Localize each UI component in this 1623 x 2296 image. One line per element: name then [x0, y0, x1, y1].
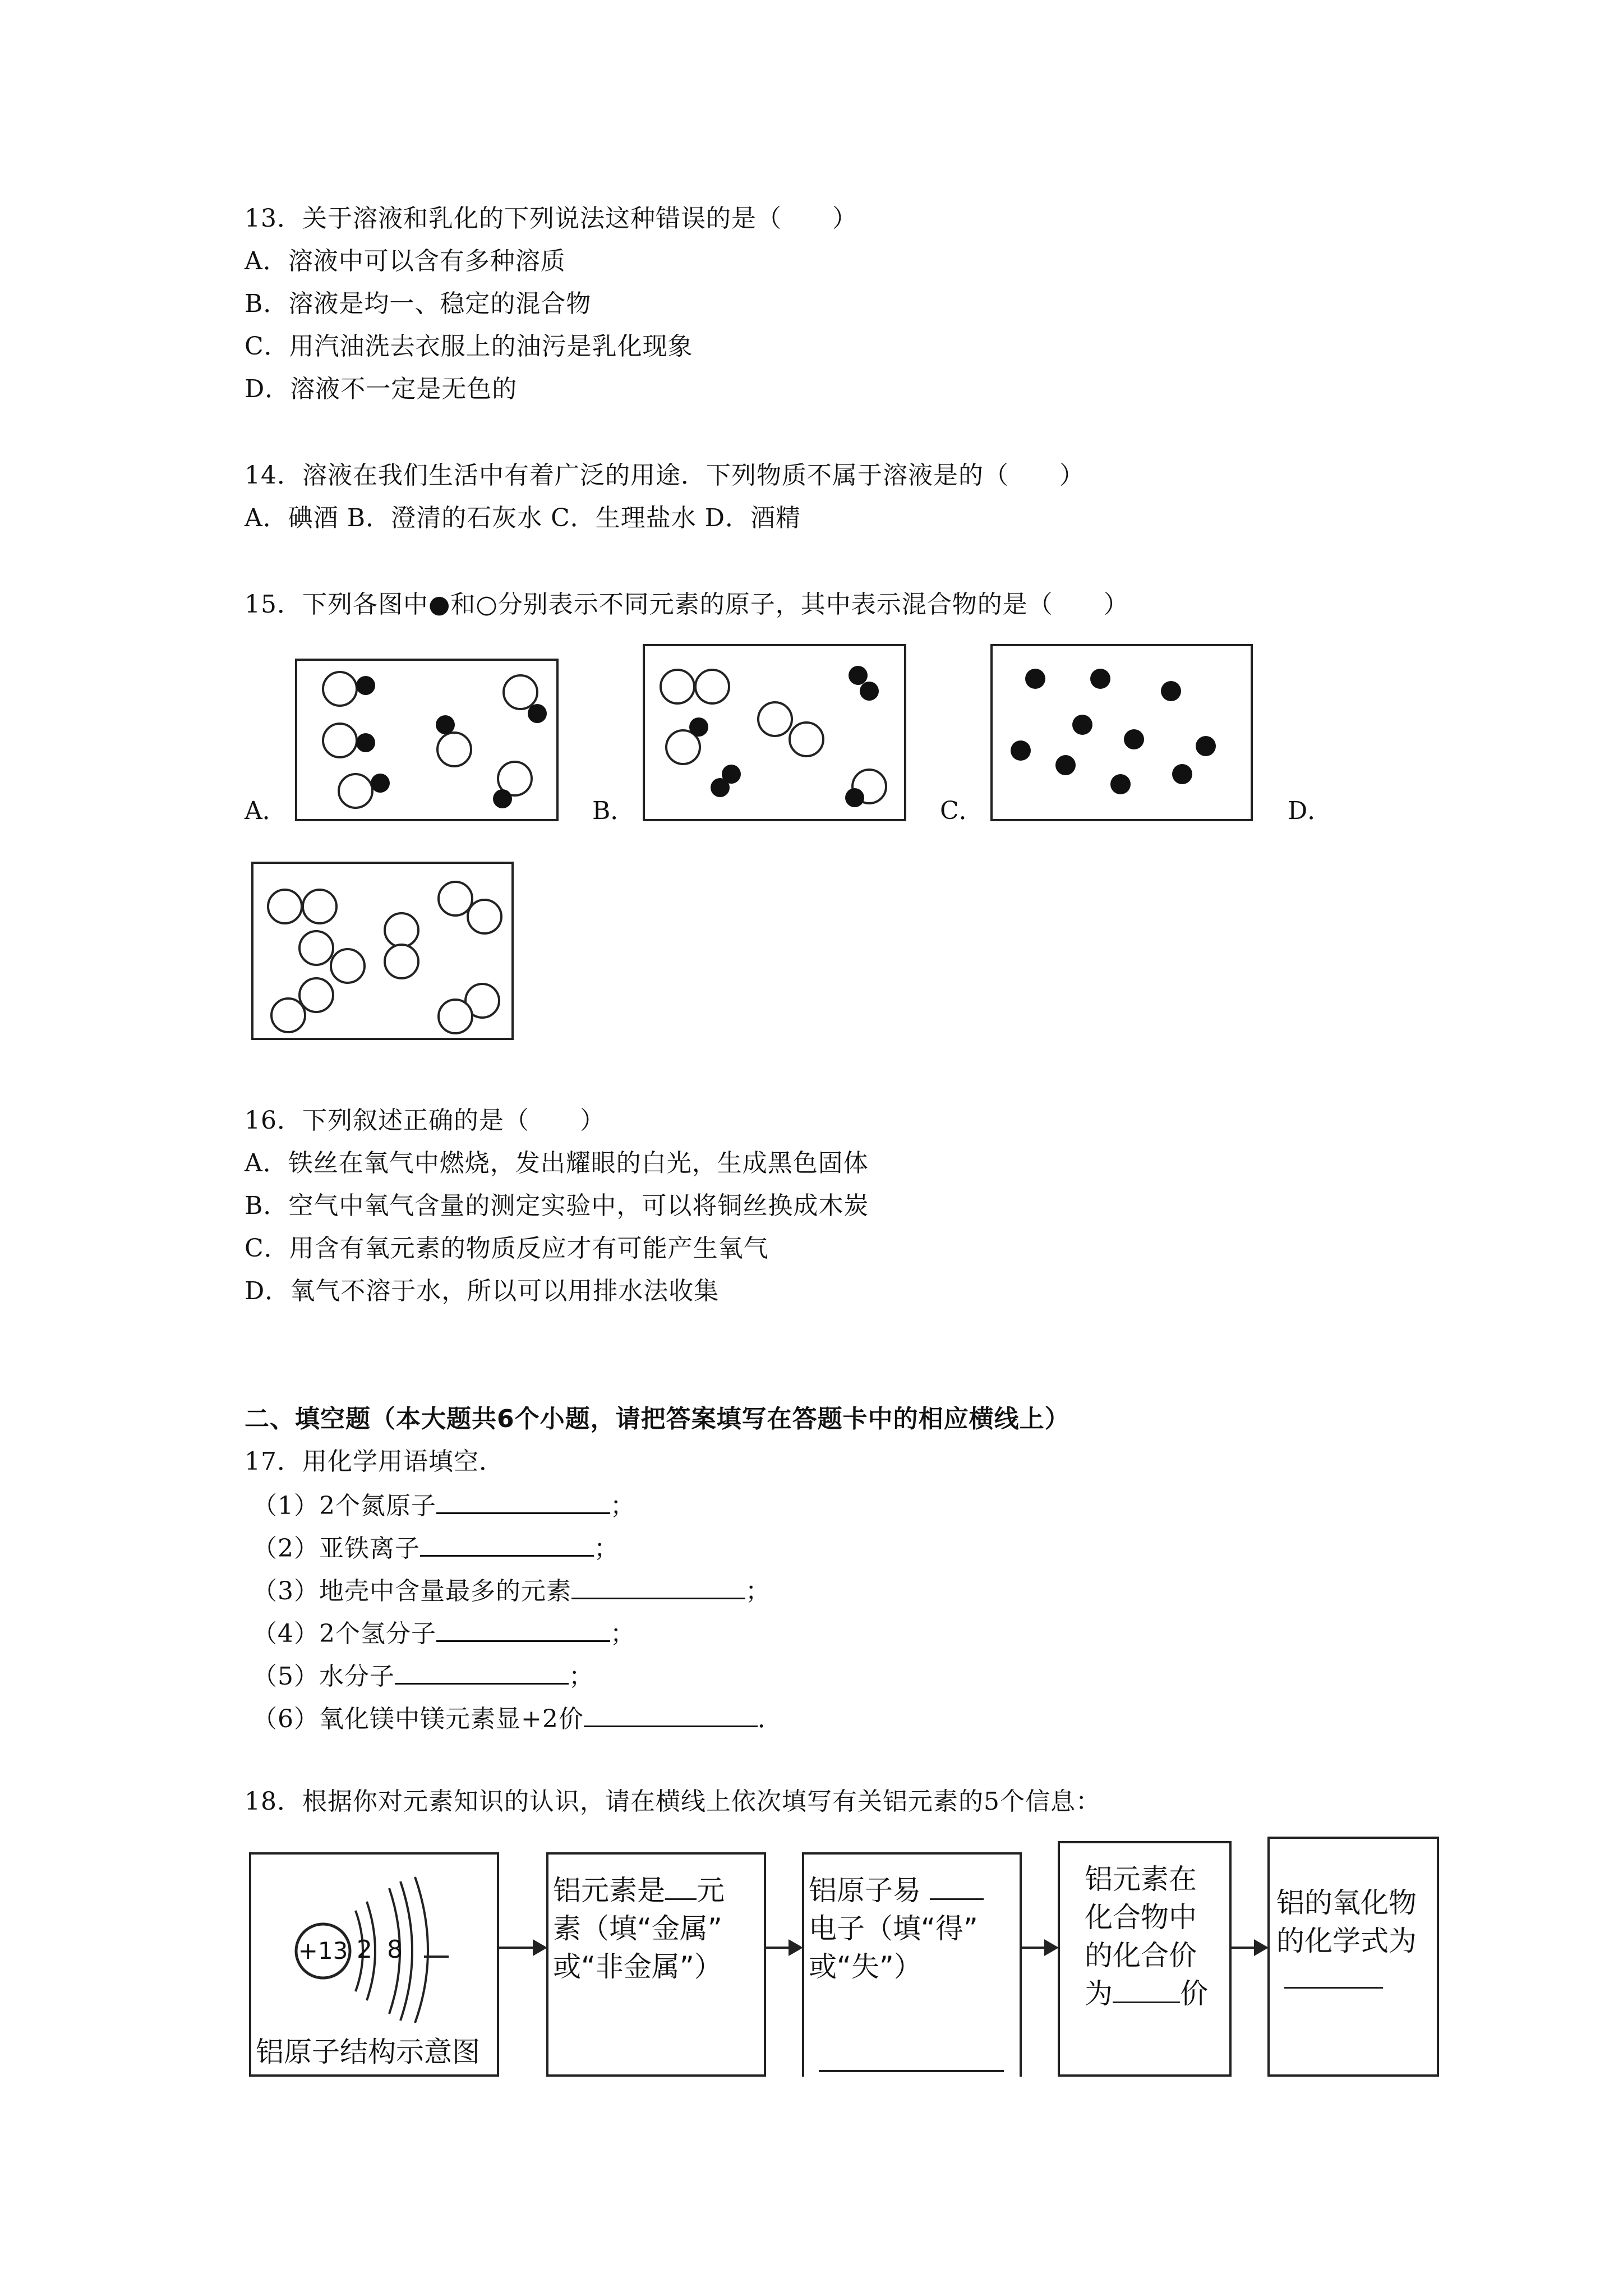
section-2-title: 二、填空题（本大题共6个小题，请把答案填写在答题卡中的相应横线上）: [245, 1405, 1070, 1433]
q15-label-c: C．: [940, 797, 984, 825]
q17-answer-blank-2[interactable]: [420, 1530, 594, 1557]
q18-atom-structure-box: [249, 1852, 499, 2077]
q18-box4-line1: 铝元素在: [1085, 1863, 1197, 1895]
q18-box5-line1: 铝的氧化物: [1276, 1887, 1417, 1919]
q15-label-a: A．: [245, 797, 287, 825]
q17-item-1: [252, 1488, 635, 1523]
q17-item-3-end: ；: [745, 1577, 771, 1605]
q18-formula-box: [1267, 1837, 1439, 2077]
q13-option-a: A．溶液中可以含有多种溶质: [245, 247, 566, 275]
q17-answer-blank-3[interactable]: [571, 1573, 745, 1599]
q13-stem: 13．关于溶液和乳化的下列说法这种错误的是（ ）: [245, 204, 857, 233]
q17-item-4-text: （4）2个氢分子: [252, 1619, 436, 1648]
q15-label-d: D．: [1288, 797, 1332, 825]
q13-option-d: D．溶液不一定是无色的: [245, 375, 518, 403]
q17-item-6-end: ．: [757, 1705, 783, 1733]
q17-item-4-end: ；: [610, 1619, 635, 1648]
q17-item-2-end: ；: [594, 1534, 619, 1563]
q17-item-5: [252, 1658, 594, 1694]
q17-item-6: [252, 1701, 783, 1736]
q14-options: A．碘酒 B．澄清的石灰水 C．生理盐水 D．酒精: [245, 504, 801, 532]
q18-nucleus-charge: +13: [298, 1937, 348, 1964]
q18-box3-line1: 铝原子易: [809, 1871, 1020, 1910]
q16-option-b: B．空气中氧气含量的测定实验中，可以将铜丝换成木炭: [245, 1191, 869, 1220]
q18-box2-line2: 素（填“金属”: [553, 1912, 722, 1945]
q13-option-c: C．用汽油洗去衣服上的油污是乳化现象: [245, 332, 693, 361]
q16-option-a: A．铁丝在氧气中燃烧，发出耀眼的白光，生成黑色固体: [245, 1149, 869, 1177]
q17-answer-blank-5[interactable]: [395, 1658, 569, 1685]
q18-box4-line4: 为 价: [1085, 1975, 1229, 2013]
q17-stem: 17．用化学用语填空．: [245, 1447, 504, 1476]
q17-answer-blank-1[interactable]: [436, 1488, 610, 1514]
q14-stem: 14．溶液在我们生活中有着广泛的用途．下列物质不属于溶液是的（ ）: [245, 461, 1085, 490]
q17-item-2-text: （2）亚铁离子: [252, 1534, 420, 1563]
q17-item-4: [252, 1616, 635, 1651]
q17-answer-blank-6[interactable]: [584, 1701, 758, 1727]
q15-figure-b: [643, 644, 906, 821]
q15-label-b: B．: [592, 797, 635, 825]
flow-arrow-2: [766, 1947, 801, 1949]
q17-item-2: [252, 1530, 619, 1566]
q17-answer-blank-4[interactable]: [436, 1616, 610, 1642]
q15-figure-c: [990, 644, 1253, 821]
q15-figure-d-molecules: [253, 864, 516, 1042]
q17-item-6-text: （6）氧化镁中镁元素显+2价: [252, 1705, 584, 1733]
q18-box4-line3: 的化合价: [1085, 1939, 1197, 1972]
q15-stem: 15．下列各图中●和○分别表示不同元素的原子，其中表示混合物的是（ ）: [245, 590, 1129, 619]
q15-figure-c-atoms: [993, 646, 1255, 823]
q18-electron-shells: 2 8: [357, 1935, 406, 1964]
q15-figure-a-molecules: [297, 661, 561, 823]
q18-box3-line3: 或“失”）: [809, 1950, 922, 1983]
flow-arrow-1: [499, 1947, 545, 1949]
q18-box2-line1: 铝元素是 元: [553, 1871, 764, 1910]
q13-option-b: B．溶液是均一、稳定的混合物: [245, 289, 592, 318]
q18-box5-line2: 的化学式为: [1276, 1925, 1417, 1957]
q17-item-3-text: （3）地壳中含量最多的元素: [252, 1577, 571, 1605]
q17-item-1-end: ；: [610, 1492, 635, 1520]
q15-figure-a: [295, 659, 559, 821]
q18-box2-line3: 或“非金属”）: [553, 1950, 722, 1983]
q18-blank-metal-type[interactable]: [665, 1872, 697, 1900]
q18-electron-box: [802, 1852, 1022, 2077]
q16-option-c: C．用含有氧元素的物质反应才有可能产生氧气: [245, 1234, 769, 1263]
q17-item-1-text: （1）2个氮原子: [252, 1492, 436, 1520]
q16-option-d: D．氧气不溶于水，所以可以用排水法收集: [245, 1277, 720, 1305]
q15-figure-d: [251, 862, 514, 1040]
q18-box4-line2: 化合物中: [1085, 1901, 1197, 1934]
q18-box3-line2: 电子（填“得”: [809, 1912, 978, 1945]
q18-blank-formula[interactable]: [1284, 1961, 1383, 1989]
q18-blank-electron[interactable]: [930, 1872, 984, 1900]
q18-blank-valence[interactable]: [1113, 1976, 1180, 2003]
q16-stem: 16．下列叙述正确的是（ ）: [245, 1106, 605, 1135]
flow-arrow-3: [1022, 1947, 1057, 1949]
q18-valence-box: [1058, 1841, 1232, 2077]
flow-arrow-4: [1232, 1947, 1266, 1949]
q18-blank-electron-bottom[interactable]: [819, 2070, 1004, 2072]
q18-stem: 18．根据你对元素知识的认识，请在横线上依次填写有关铝元素的5个信息：: [245, 1787, 1101, 1816]
q18-metal-type-box: [546, 1852, 766, 2077]
q17-item-5-end: ；: [569, 1662, 594, 1691]
q17-item-5-text: （5）水分子: [252, 1662, 395, 1691]
q18-atom-caption: 铝原子结构示意图: [256, 2036, 480, 2068]
q17-item-3: [252, 1573, 771, 1608]
q15-figure-b-molecules: [645, 646, 909, 823]
